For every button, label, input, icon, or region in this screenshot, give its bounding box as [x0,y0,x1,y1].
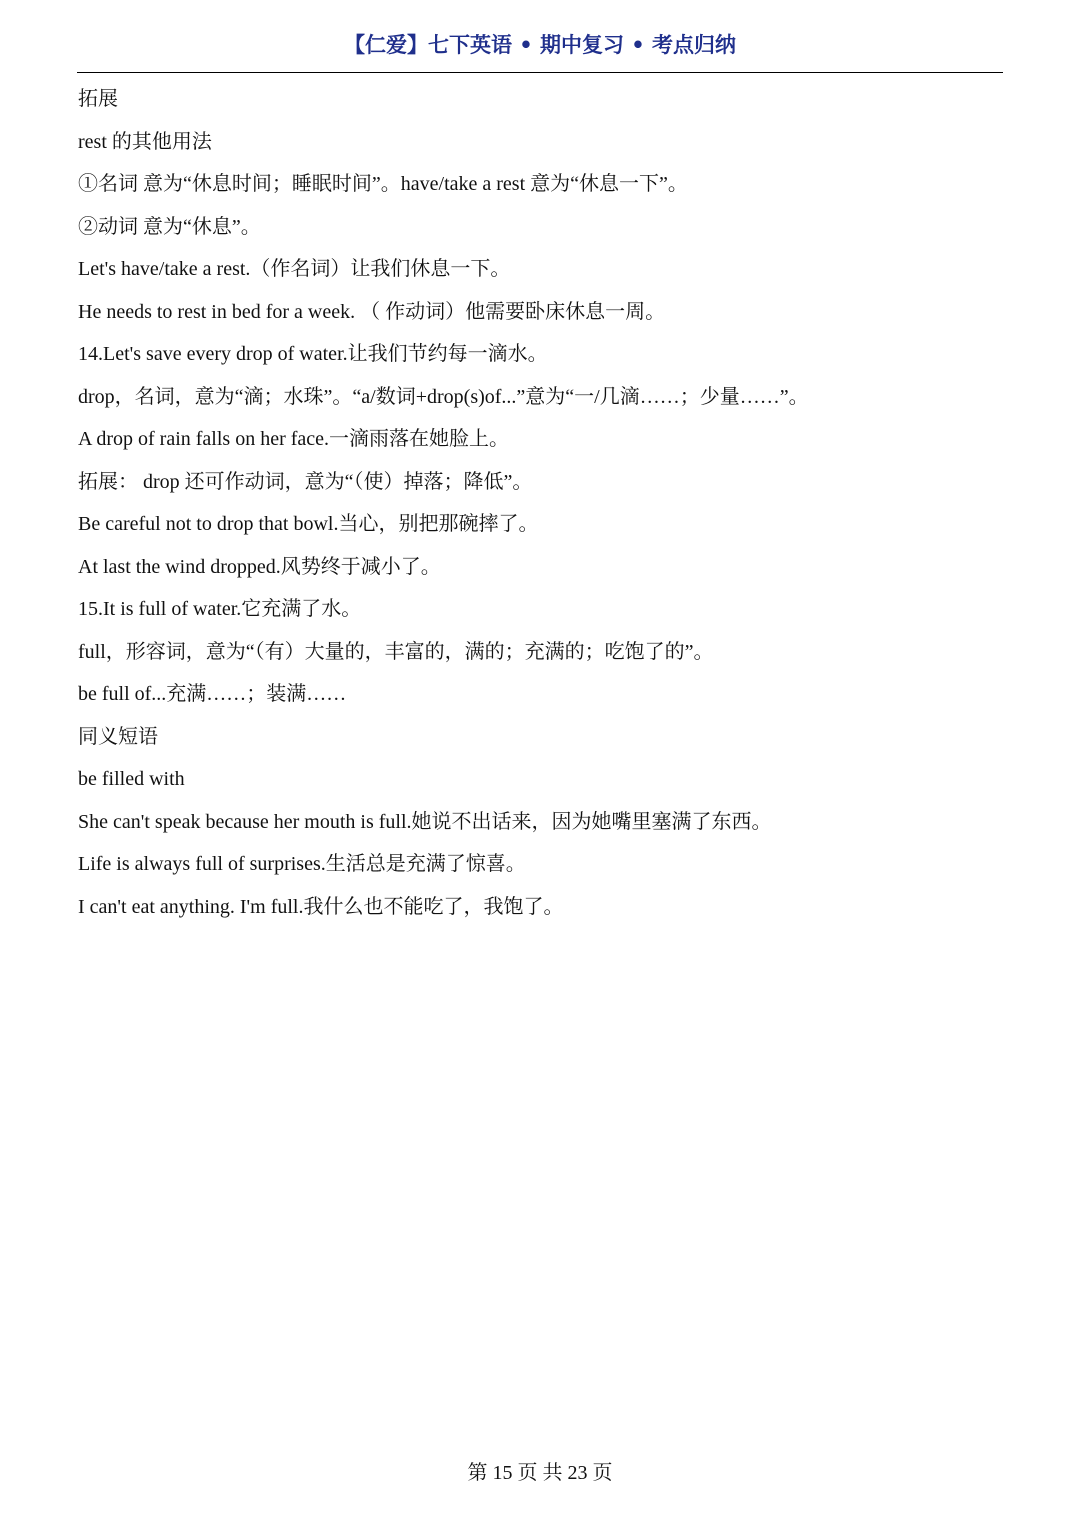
text-line: drop，名词，意为“滴；水珠”。“a/数词+drop(s)of...”意为“一/几滴……；少量……”。 [78,385,809,408]
text-line: A drop of rain falls on her face.一滴雨落在她脸上。 [78,428,510,450]
text-line: rest 的其他用法 [78,130,212,153]
text-line: I can't eat anything. I'm full.我什么也不能吃了，我饱了。 [78,895,564,918]
text-line: Life is always full of surprises.生活总是充满了惊喜。 [78,853,526,875]
header-divider [77,72,1003,73]
text-line: 同义短语 [78,725,158,748]
text-line: 15.It is full of water.它充满了水。 [78,598,362,620]
text-line: 拓展： drop 还可作动词，意为“（使）掉落；降低”。 [78,470,533,493]
text-line: ②动词 意为“休息”。 [78,215,261,238]
text-line: At last the wind dropped.风势终于减小了。 [78,555,441,578]
text-line: full，形容词，意为“（有）大量的，丰富的，满的；充满的；吃饱了的”。 [78,640,714,663]
text-line: Be careful not to drop that bowl.当心，别把那碗摔了。 [78,513,539,535]
text-line: ①名词 意为“休息时间；睡眠时间”。have/take a rest 意为“休息一下”。 [78,173,688,195]
page-number-footer: 第 15 页 共 23 页 [467,1462,613,1484]
text-line: She can't speak because her mouth is full.她说不出话来，因为她嘴里塞满了东西。 [78,810,772,833]
text-line: He needs to rest in bed for a week. （ 作动词）他需要卧床休息一周。 [78,300,666,323]
text-line: be full of...充满……；装满…… [78,683,347,705]
text-line: Let's have/take a rest.（作名词）让我们休息一下。 [78,258,511,280]
text-line: 14.Let's save every drop of water.让我们节约每一滴水。 [78,343,548,365]
text-line: 拓展 [78,88,118,110]
text-line: be filled with [78,768,185,790]
page-header-title: 【仁爱】七下英语 • 期中复习 • 考点归纳 [343,33,737,57]
document-body [78,78,1008,928]
